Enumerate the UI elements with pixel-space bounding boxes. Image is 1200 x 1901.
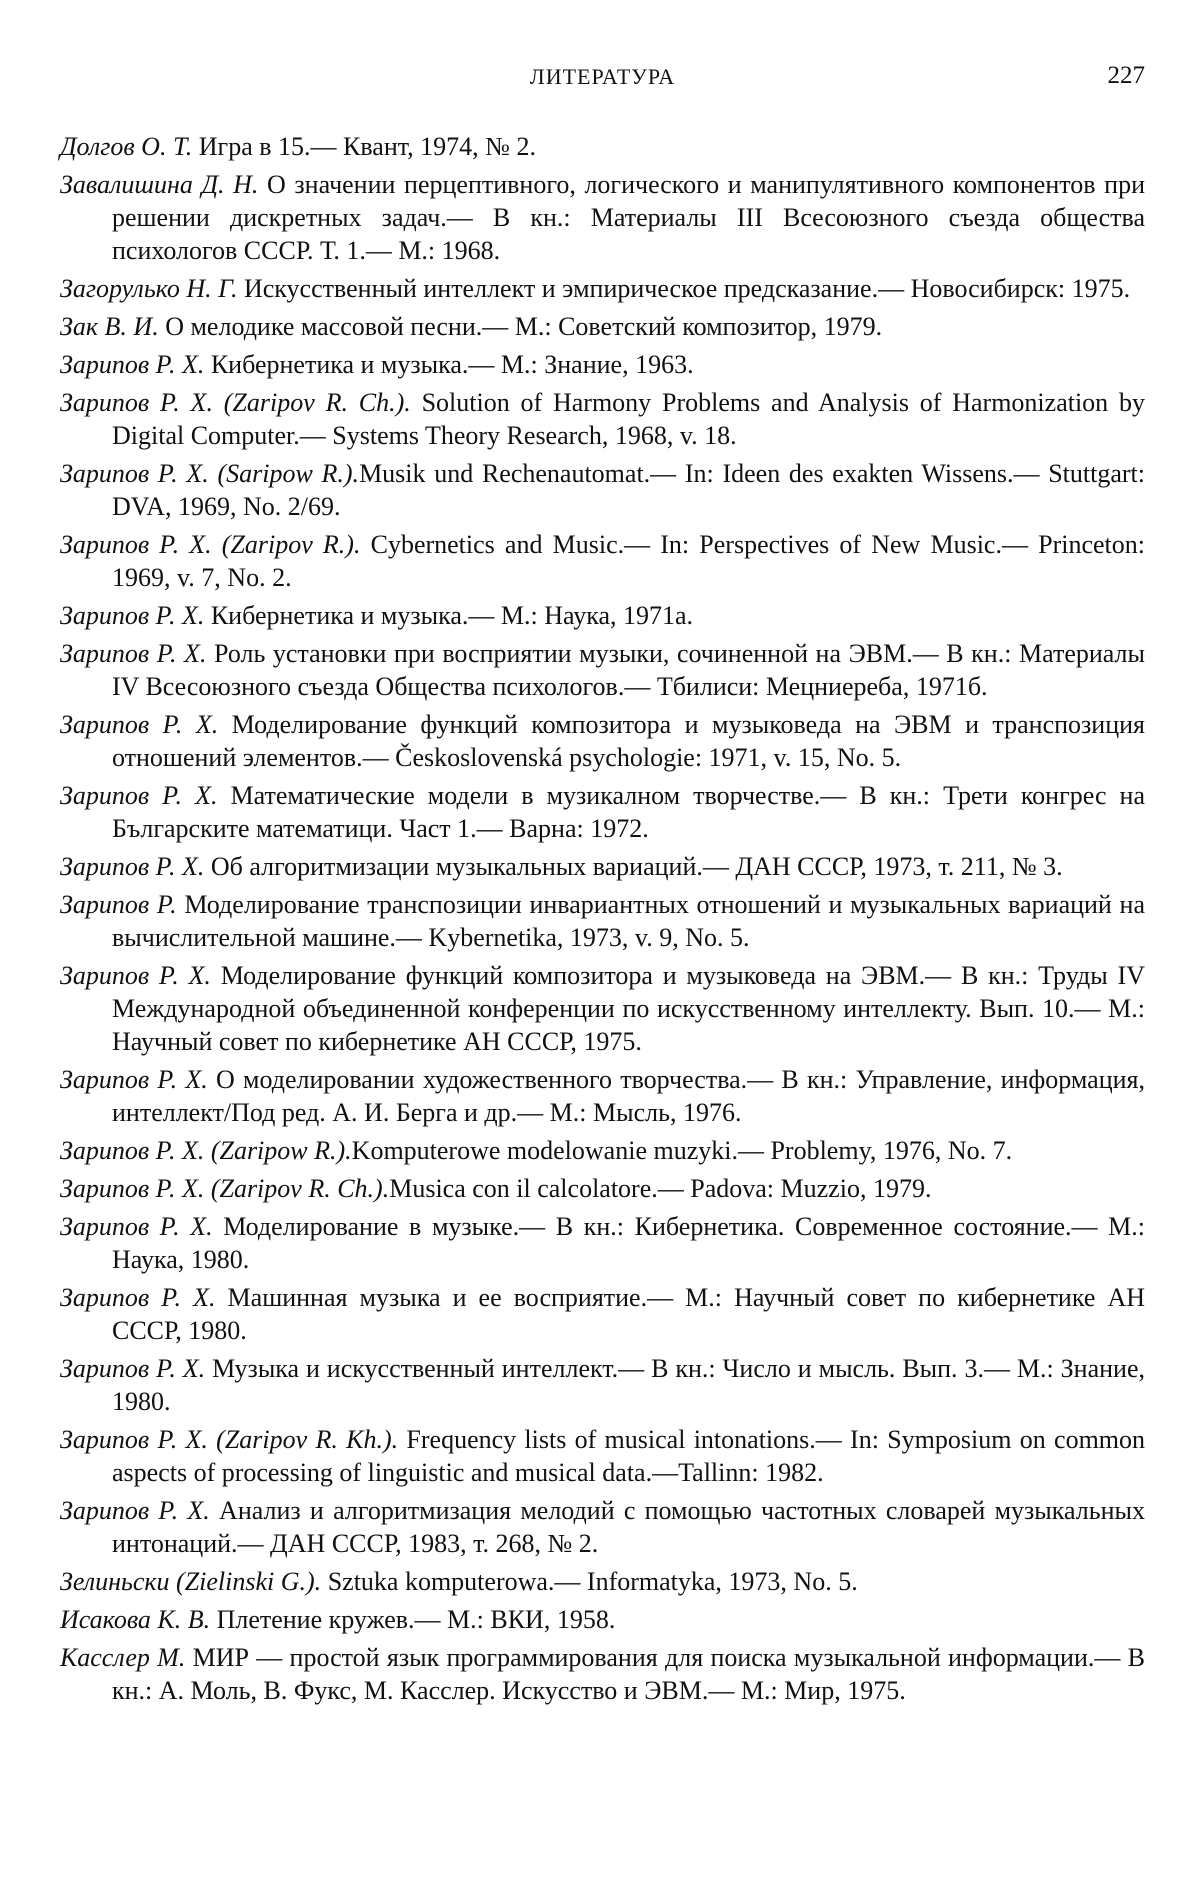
entry-author: Зак В. И. xyxy=(60,312,159,341)
entry-author: Зарипов Р. Х. xyxy=(60,601,205,630)
entry-author: Зарипов Р. Х. (Zaripov R. Ch.). xyxy=(60,1174,390,1203)
entry-text: Solution of Harmony Problems and Analysis of Harmonization by Digital Computer.— Systems Theory Research, 1968, v. 18. xyxy=(112,388,1145,450)
bibliography-entry xyxy=(60,348,1145,381)
bibliography-entry xyxy=(60,850,1145,883)
entry-author: Зарипов Р. Х. (Zaripov R. Kh.). xyxy=(60,1425,399,1454)
entry-author: Зарипов Р. Х. (Zaripov R.). xyxy=(60,530,361,559)
running-title: ЛИТЕРАТУРА xyxy=(529,64,676,89)
entry-text: Cybernetics and Music.— In: Perspectives of New Music.— Princeton: 1969, v. 7, No. 2. xyxy=(112,530,1145,592)
entry-text: Математические модели в музикалном творчестве.— В кн.: Трети конгрес на Българските математици. Част 1.— Варна: 1972. xyxy=(112,781,1146,843)
bibliography-entry xyxy=(60,637,1145,703)
entry-text: Об алгоритмизации музыкальных вариаций.— ДАН СССР, 1973, т. 211, № 3. xyxy=(204,852,1063,881)
entry-text: О моделировании художественного творчества.— В кн.: Управление, информация, интеллект/Под ред. А. И. Берга и др.— М.: Мысль, 1976. xyxy=(112,1065,1145,1127)
bibliography-entry xyxy=(60,1641,1145,1707)
entry-text: Sztuka komputerowa.— Informatyka, 1973, No. 5. xyxy=(321,1567,858,1596)
entry-text: О значении перцептивного, логического и манипулятивного компонентов при решении дискретных задач.— В кн.: Материалы III Всесоюзного съезда общества психологов СССР. Т. 1.— М.: 1968. xyxy=(112,170,1145,265)
entry-text: Моделирование в музыке.— В кн.: Кибернетика. Современное состояние.— М.: Наука, 1980. xyxy=(112,1212,1145,1274)
bibliography-page xyxy=(60,56,1145,1712)
entry-author: Зарипов Р. Х. xyxy=(60,781,218,810)
bibliography-entry xyxy=(60,130,1145,163)
entry-author: Зарипов Р. Х. xyxy=(60,1212,213,1241)
bibliography-entry xyxy=(60,888,1145,954)
entry-author: Загорулько Н. Г. xyxy=(60,274,238,303)
bibliography-entry xyxy=(60,1603,1145,1636)
entry-text: Музыка и искусственный интеллект.— В кн.: Число и мысль. Вып. 3.— М.: Знание, 1980. xyxy=(112,1354,1145,1416)
bibliography-entry xyxy=(60,1565,1145,1598)
entry-author: Зарипов Р. Х. xyxy=(60,852,205,881)
bibliography-entry xyxy=(60,1423,1145,1489)
entry-author: Зарипов Р. Х. xyxy=(60,961,211,990)
bibliography-entry xyxy=(60,1063,1145,1129)
entry-author: Зарипов Р. Х. xyxy=(60,639,207,668)
bibliography-entry xyxy=(60,1494,1145,1560)
entry-author: Зарипов Р. Х. xyxy=(60,1283,216,1312)
bibliography-entry xyxy=(60,457,1145,523)
entry-author: Зарипов Р. Х. xyxy=(60,1065,208,1094)
entry-text: Моделирование функций композитора и музыковеда на ЭВМ.— В кн.: Труды IV Международной объединенной конференции по искусственному интеллекту. Вып. 10.— М.: Научный совет по кибернетике АН СССР, 1975. xyxy=(112,961,1145,1056)
entry-text: МИР — простой язык программирования для поиска музыкальной информации.— В кн.: А. Моль, В. Фукс, М. Касслер. Искусство и ЭВМ.— М.: Мир, 1975. xyxy=(112,1643,1145,1705)
entry-text: Кибернетика и музыка.— М.: Наука, 1971a. xyxy=(204,601,694,630)
entry-text: О мелодике массовой песни.— М.: Советский композитор, 1979. xyxy=(158,312,883,341)
entry-author: Долгов О. Т. xyxy=(60,132,193,161)
entry-text: Плетение кружев.— М.: ВКИ, 1958. xyxy=(210,1605,616,1634)
bibliography-entry xyxy=(60,1352,1145,1418)
entry-author: Исакова К. В. xyxy=(60,1605,211,1634)
bibliography-entry xyxy=(60,168,1145,267)
entry-text: Кибернетика и музыка.— М.: Знание, 1963. xyxy=(204,350,694,379)
bibliography-entry xyxy=(60,1172,1145,1205)
entry-text: Игра в 15.— Квант, 1974, № 2. xyxy=(192,132,536,161)
entry-text: Моделирование функций композитора и музыковеда на ЭВМ и транспозиция отношений элементов.— Československá psychologie: 1971, v. 15, No. 5. xyxy=(112,710,1145,772)
entry-text: Musica con il calcolatore.— Padova: Muzzio, 1979. xyxy=(389,1174,932,1203)
entry-author: Зарипов Р. xyxy=(60,890,177,919)
entry-author: Завалишина Д. Н. xyxy=(60,170,259,199)
bibliography-entry xyxy=(60,1210,1145,1276)
bibliography-entry xyxy=(60,310,1145,343)
entry-author: Зелиньски (Zielinski G.). xyxy=(60,1567,322,1596)
entry-author: Зарипов Р. Х. (Zaripov R. Ch.). xyxy=(60,388,411,417)
entry-author: Зарипов Р. Х. (Zaripow R.). xyxy=(60,1136,352,1165)
entry-text: Искусственный интеллект и эмпирическое предсказание.— Новосибирск: 1975. xyxy=(237,274,1131,303)
entry-text: Komputerowe modelowanie muzyki.— Problemy, 1976, No. 7. xyxy=(351,1136,1013,1165)
page-number: 227 xyxy=(1107,62,1145,89)
running-head xyxy=(60,56,1145,96)
bibliography-entry xyxy=(60,1134,1145,1167)
entry-author: Зарипов Р. Х. (Saripow R.). xyxy=(60,459,360,488)
bibliography-entry xyxy=(60,708,1145,774)
entry-text: Роль установки при восприятии музыки, сочиненной на ЭВМ.— В кн.: Материалы IV Всесоюзного съезда Общества психологов.— Тбилиси: Мецниереба, 1971б. xyxy=(112,639,1145,701)
entry-text: Моделирование транспозиции инвариантных отношений и музыкальных вариаций на вычислительной машине.— Kybernetika, 1973, v. 9, No. 5. xyxy=(112,890,1145,952)
bibliography-entry xyxy=(60,272,1145,305)
entry-author: Зарипов Р. Х. xyxy=(60,1354,206,1383)
bibliography-entry xyxy=(60,779,1145,845)
bibliography-entry xyxy=(60,386,1145,452)
bibliography-entry xyxy=(60,528,1145,594)
entry-text: Машинная музыка и ее восприятие.— М.: Научный совет по кибернетике АН СССР, 1980. xyxy=(112,1283,1145,1345)
bibliography-entry xyxy=(60,599,1145,632)
entry-text: Анализ и алгоритмизация мелодий с помощью частотных словарей музыкальных интонаций.— ДАН СССР, 1983, т. 268, № 2. xyxy=(112,1496,1145,1558)
entry-author: Зарипов Р. Х. xyxy=(60,1496,210,1525)
entry-text: Frequency lists of musical intonations.— In: Symposium on common aspects of processing of linguistic and musical data.—Tallinn: 1982. xyxy=(112,1425,1146,1487)
entry-text: Musik und Rechenautomat.— In: Ideen des exakten Wissens.— Stuttgart: DVA, 1969, No. 2/69. xyxy=(112,459,1145,521)
entry-author: Зарипов Р. Х. xyxy=(60,710,219,739)
bibliography-list xyxy=(60,130,1145,1707)
entry-author: Зарипов Р. Х. xyxy=(60,350,205,379)
bibliography-entry xyxy=(60,959,1145,1058)
bibliography-entry xyxy=(60,1281,1145,1347)
entry-author: Касслер М. xyxy=(60,1643,186,1672)
